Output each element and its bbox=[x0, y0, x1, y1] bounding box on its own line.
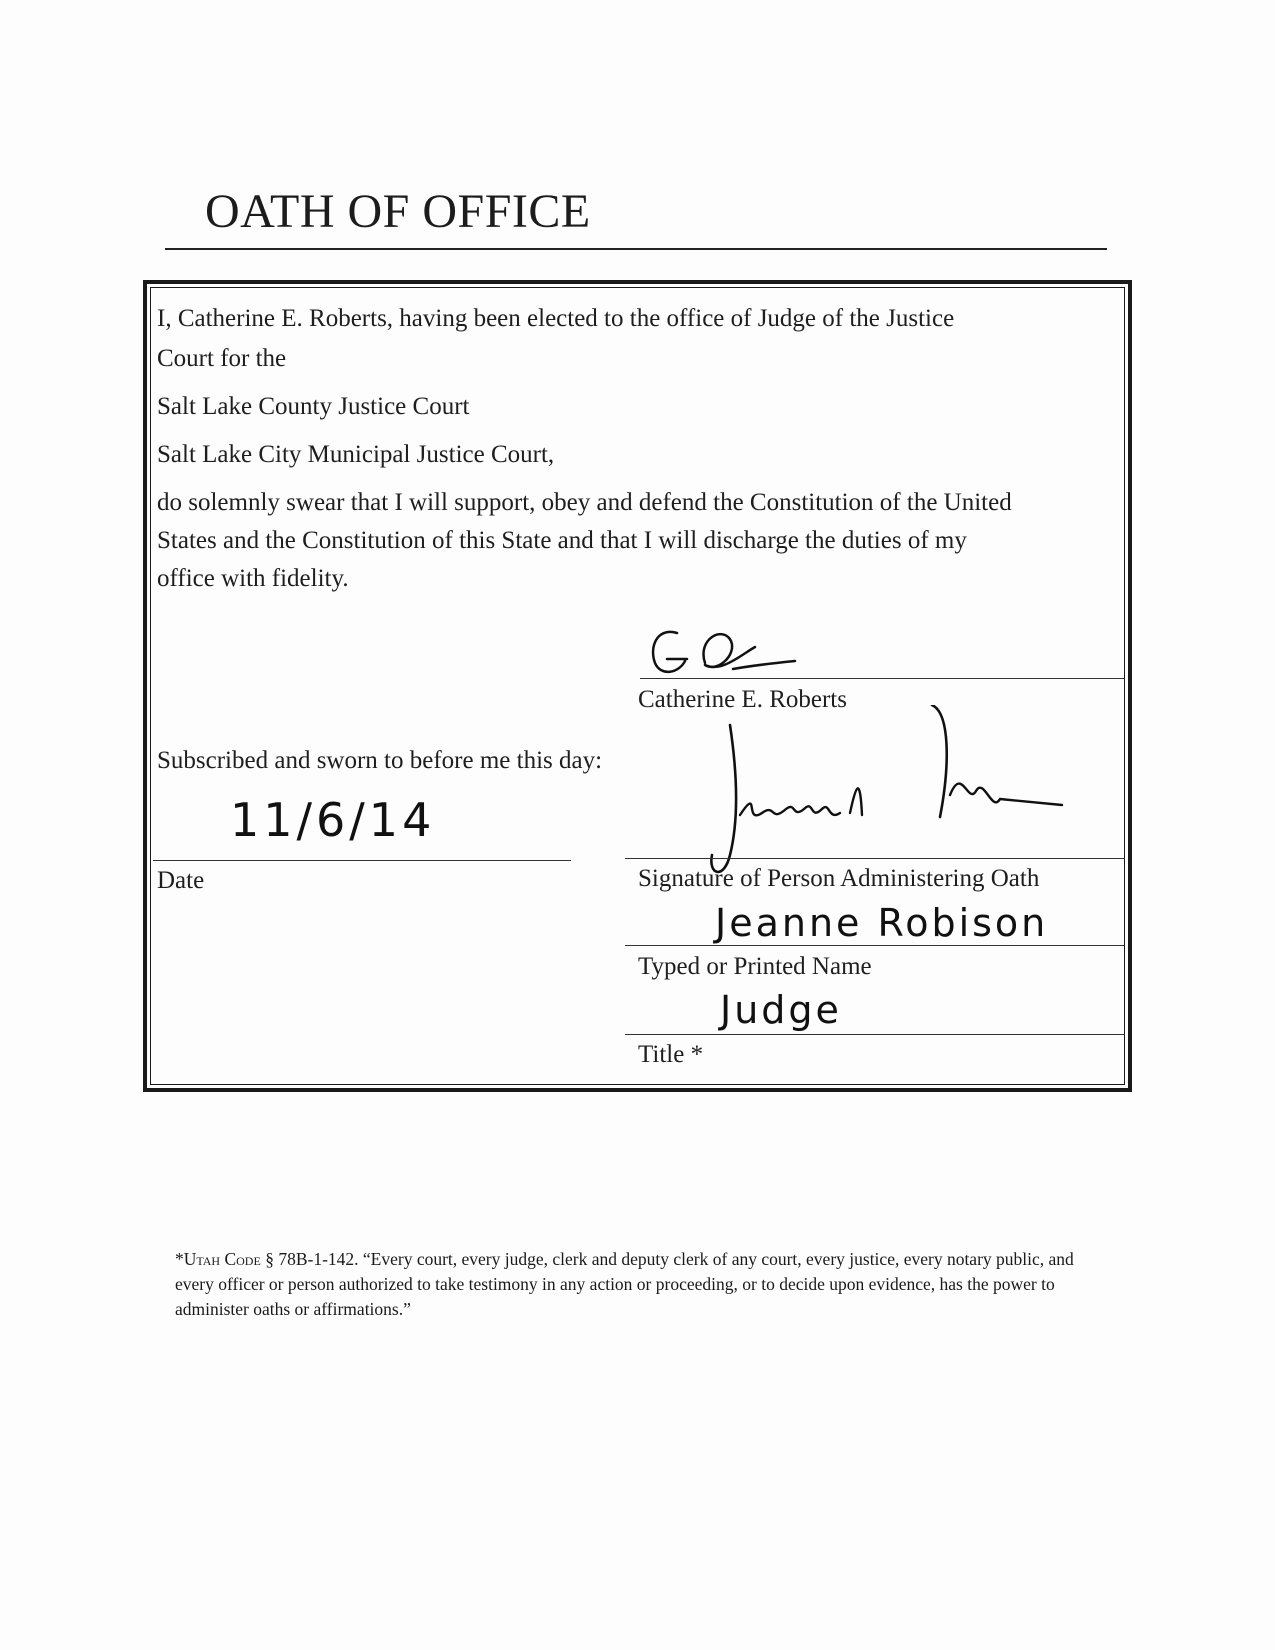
footnote-text: “Every court, every judge, clerk and deputy clerk of any court, every justice, every notary public, and every officer or person authorized to take testimony in any action or proceeding, or to decide upon evidence, has the power to administer oaths or affirmations.” bbox=[175, 1249, 1074, 1319]
subscribed-text: Subscribed and sworn to before me this day: bbox=[157, 747, 603, 774]
document-title: OATH OF OFFICE bbox=[205, 185, 591, 238]
title-label: Title * bbox=[638, 1041, 704, 1068]
court-name-2: Salt Lake City Municipal Justice Court, bbox=[157, 441, 555, 468]
oath-swear-line-1: do solemnly swear that I will support, obey and defend the Constitution of the United bbox=[157, 489, 1012, 516]
court-name-1: Salt Lake County Justice Court bbox=[157, 393, 470, 420]
date-label: Date bbox=[157, 867, 205, 894]
title-value: Judge bbox=[720, 988, 842, 1032]
title-line bbox=[625, 1034, 1125, 1035]
date-line bbox=[153, 860, 571, 861]
officer-signature-line bbox=[640, 678, 1125, 679]
oath-swear-line-2: States and the Constitution of this State and that I will discharge the duties of my bbox=[157, 527, 967, 554]
footnote bbox=[175, 1247, 1095, 1322]
oath-swear-line-3: office with fidelity. bbox=[157, 565, 349, 592]
administrator-signature-line bbox=[625, 858, 1125, 859]
administrator-signature-label: Signature of Person Administering Oath bbox=[638, 865, 1040, 892]
typed-name-line bbox=[625, 945, 1125, 946]
oath-line-1: I, Catherine E. Roberts, having been elected to the office of Judge of the Justice bbox=[157, 305, 955, 332]
title-underline bbox=[165, 248, 1107, 250]
officer-signature-label: Catherine E. Roberts bbox=[638, 686, 847, 713]
date-value: 11/6/14 bbox=[230, 793, 436, 847]
typed-name-value: Jeanne Robison bbox=[715, 901, 1049, 945]
footnote-section: § 78B-1-142. bbox=[265, 1249, 359, 1269]
oath-line-2: Court for the bbox=[157, 345, 287, 372]
typed-name-label: Typed or Printed Name bbox=[638, 953, 872, 980]
footnote-code-ref: *Utah Code bbox=[175, 1249, 261, 1269]
